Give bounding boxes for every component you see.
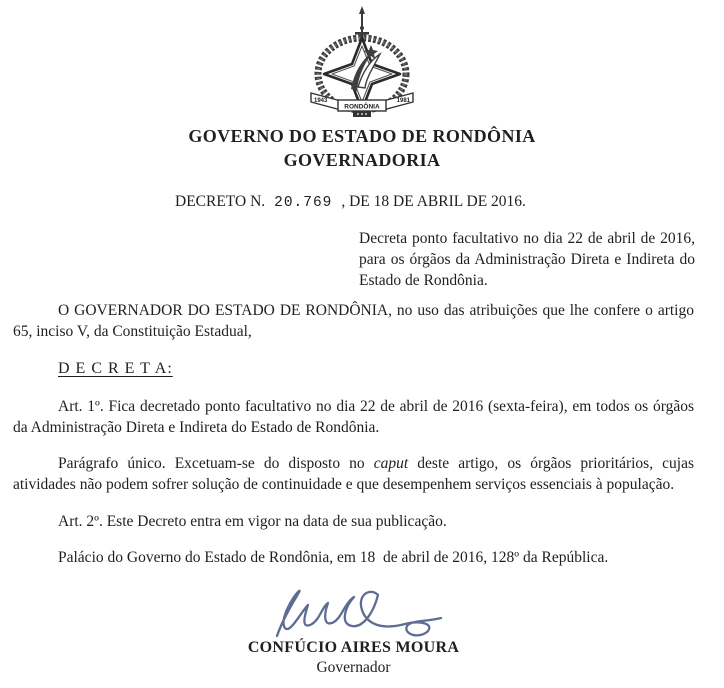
caput-italic-term: caput	[373, 455, 409, 472]
signatory-name: CONFÚCIO AIRES MOURA	[247, 638, 460, 656]
emblem-container	[0, 0, 724, 117]
document-body	[0, 191, 724, 678]
decreta-heading: D E C R E T A:	[58, 359, 173, 377]
sole-paragraph-text-after: deste artigo, os órgãos prioritários, cujas atividades não podem sofrer solução de continuidade e que desempenhem serviços essenciais à população.	[13, 455, 695, 493]
letterhead-line1: GOVERNO DO ESTADO DE RONDÔNIA	[188, 126, 536, 146]
signatory-title: Governador	[316, 658, 391, 676]
decree-prefix: DECRETO N.	[175, 193, 266, 210]
governor-signature-icon	[255, 584, 465, 640]
article-2-paragraph: Art. 2º. Este Decreto entra em vigor na data de sua publicação.	[58, 512, 447, 530]
letterhead	[0, 124, 724, 172]
article-1-paragraph: Art. 1º. Fica decretado ponto facultativo no dia 22 de abril de 2016 (sexta-feira), em todos os órgãos da Administração Direta e Indireta do Estado de Rondônia.	[13, 397, 694, 436]
closing-line: Palácio do Governo do Estado de Rondônia, em 18 de abril de 2016, 128º da República.	[58, 549, 609, 566]
preamble-paragraph: O GOVERNADOR DO ESTADO DE RONDÔNIA, no uso das atribuições que lhe confere o artigo 65, inciso V, da Constituição Estadual,	[13, 302, 694, 340]
emblem-ribbon-label: RONDÔNIA	[344, 103, 380, 111]
decree-number: 20.769	[274, 195, 333, 211]
decree-title-line	[175, 191, 694, 214]
emblem-year-left-label: 1943	[314, 98, 328, 104]
rondonia-coat-of-arms-icon	[287, 5, 437, 117]
decree-summary: Decreta ponto facultativo no dia 22 de abril de 2016, para os órgãos da Administração Direta e Indireta do Estado de Rondônia.	[359, 230, 695, 289]
sole-paragraph-text-before: Parágrafo único. Excetuam-se do disposto no	[58, 455, 374, 472]
letterhead-line2: GOVERNADORIA	[283, 150, 441, 170]
decree-date: , DE 18 DE ABRIL DE 2016.	[341, 193, 526, 210]
sole-paragraph	[13, 453, 694, 495]
signature-block	[13, 584, 694, 678]
emblem-year-right-label: 1981	[396, 98, 410, 104]
